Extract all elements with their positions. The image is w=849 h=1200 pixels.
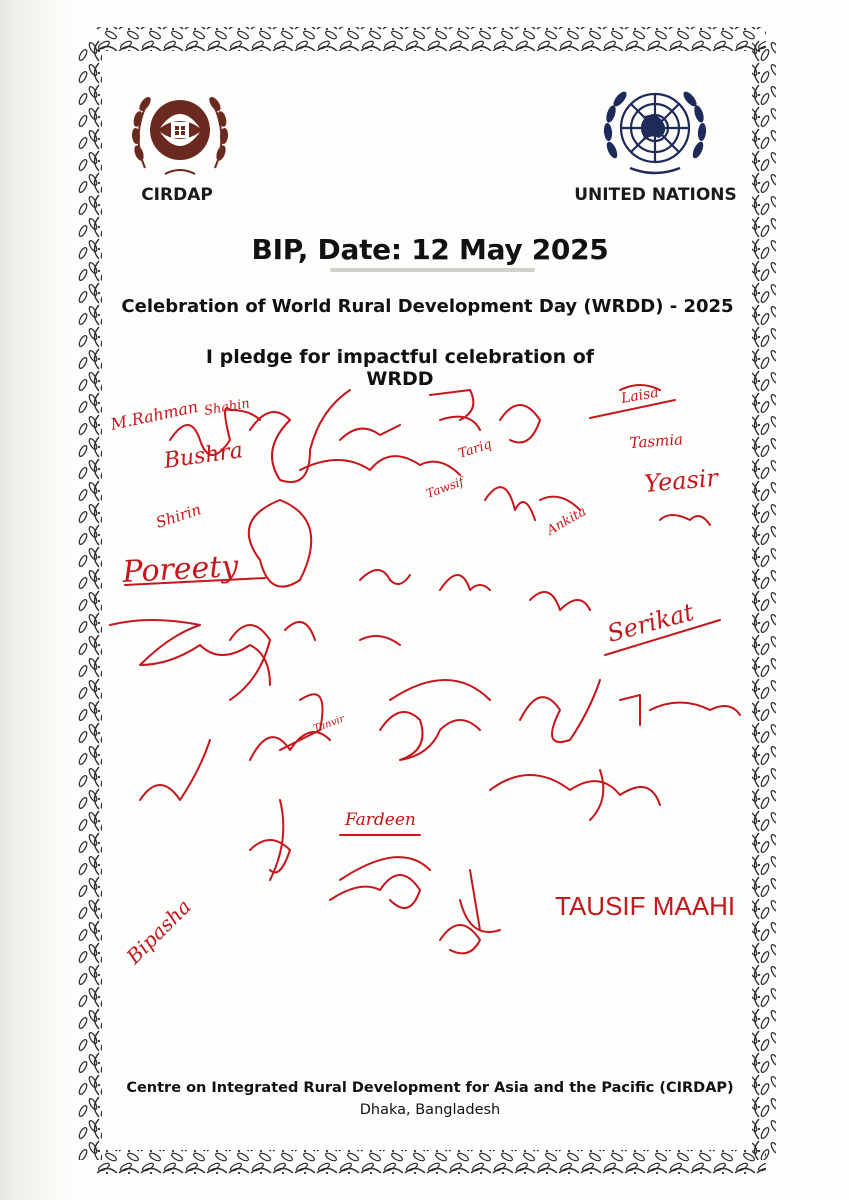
signature-scribble [110, 620, 270, 685]
signature-scribble [380, 680, 490, 760]
signature-tausif-maahi: TAUSIF MAAHI [555, 891, 736, 921]
signature-poreety: Poreety [121, 548, 240, 590]
signature-fardeen: Fardeen [345, 810, 416, 830]
signature-shirin: Shirin [153, 500, 204, 532]
signature-scribble [250, 800, 290, 880]
signature-bipasha: Bipasha [121, 894, 196, 969]
signature-scribble [249, 456, 460, 587]
un-label: UNITED NATIONS [574, 185, 737, 205]
signature-scribble [250, 390, 350, 482]
signature-scribble [440, 870, 500, 953]
signature-tariq: Tariq [456, 436, 494, 462]
pledge-statement: I pledge for impactful celebration of WRDD [205, 346, 595, 390]
signature-scribble [285, 497, 580, 645]
footer-location: Dhaka, Bangladesh [359, 1102, 501, 1118]
signature-m-rahman: M.Rahman [108, 396, 200, 434]
signature-tawsif: Tawsif [424, 474, 466, 501]
signature-ankita: Ankita [544, 504, 590, 539]
signature-bushra: Bushra [162, 438, 245, 474]
signature-scribble [340, 390, 480, 440]
signature-scribble [360, 570, 590, 610]
signature-laisa: Laisa [619, 384, 660, 407]
signature-scribble [230, 625, 270, 700]
date-heading: BIP, Date: 12 May 2025 [251, 233, 609, 266]
signature-scribble [485, 405, 540, 520]
signature-scribble [330, 857, 430, 908]
signature-scribble [660, 515, 710, 525]
signature-scribble [620, 695, 740, 725]
signature-scribble [490, 770, 660, 820]
signature-scribble [520, 680, 600, 742]
cirdap-label: CIRDAP [141, 185, 213, 205]
signature-yeasir: Yeasir [643, 463, 719, 498]
signature-tanvir: Tanvir [312, 713, 347, 735]
signature-serikat: Serikat [604, 597, 697, 648]
footer-organization: Centre on Integrated Rural Development for Asia and the Pacific (CIRDAP) [126, 1080, 734, 1096]
signature-tasmia: Tasmia [629, 430, 684, 452]
signature-shahin: Shahin [203, 396, 251, 419]
signature-scribble [140, 740, 210, 800]
event-title: Celebration of World Rural Development Day (WRDD) - 2025 [121, 296, 734, 317]
